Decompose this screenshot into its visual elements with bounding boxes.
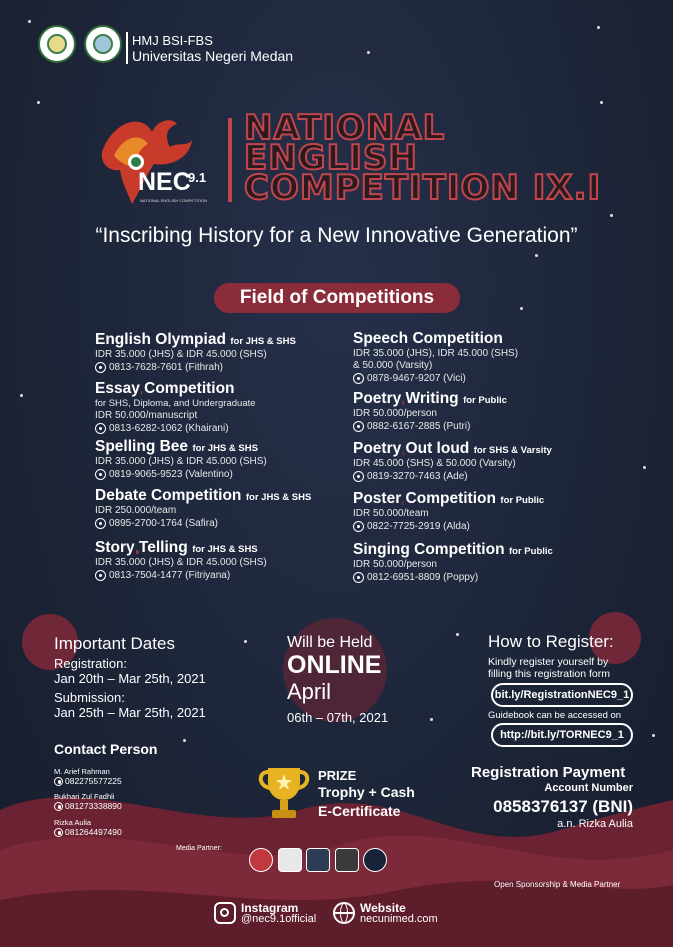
whatsapp-icon <box>95 469 106 480</box>
university-name: Universitas Negeri Medan <box>132 48 294 64</box>
register-heading: How to Register: <box>488 632 614 651</box>
competition-audience: for Public <box>509 546 553 557</box>
competition-name: Story Telling <box>95 539 188 556</box>
field-heading: Field of Competitions <box>214 283 460 313</box>
prize-certificate: E-Certificate <box>318 803 401 819</box>
star <box>37 101 40 104</box>
whatsapp-icon <box>54 802 63 811</box>
whatsapp-icon <box>353 471 364 482</box>
competition-fee: IDR 50.000/manuscript <box>95 410 198 421</box>
contact-name: Bukhari Zul Fadhli <box>54 792 115 801</box>
instagram-label: Instagram <box>241 901 299 915</box>
competition-fee-extra: & 50.000 (Varsity) <box>353 360 433 371</box>
competition-fee: IDR 50.000/team <box>353 508 429 519</box>
competition-audience: for Public <box>463 395 507 406</box>
contact-phone: 082275577225 <box>54 776 122 786</box>
whatsapp-icon <box>353 572 364 583</box>
star <box>520 307 523 310</box>
star <box>367 51 370 54</box>
contact-heading: Contact Person <box>54 741 158 757</box>
instagram-icon <box>214 902 236 924</box>
hmj-logo <box>84 25 122 63</box>
prize-heading: PRIZE <box>318 768 357 783</box>
competition-fee: IDR 35.000 (JHS) & IDR 45.000 (SHS) <box>95 557 267 568</box>
contact-name: Rizka Aulia <box>54 818 92 827</box>
account-holder: a.n. Rizka Aulia <box>557 818 633 830</box>
competition-audience: for Public <box>500 495 545 506</box>
media-partner-logo <box>278 848 302 872</box>
competition-contact: 0812-6951-8809 (Poppy) <box>353 571 615 584</box>
contact-name: M. Arief Rahman <box>54 767 110 776</box>
competition-name: English Olympiad <box>95 331 226 348</box>
registration-link[interactable]: bit.ly/RegistrationNEC9_1 <box>491 683 633 707</box>
competition-contact: 0822-7725-2919 (Alda) <box>353 520 615 533</box>
competition-name: Speech Competition <box>353 330 503 347</box>
competition-debate <box>95 487 357 530</box>
submission-label: Submission: <box>54 690 125 705</box>
media-partner-logo <box>335 848 359 872</box>
competition-name: Poetry Writing <box>353 390 459 407</box>
media-partner-label: Media Partner: <box>176 845 222 852</box>
whatsapp-icon <box>54 777 63 786</box>
held-month: April <box>287 679 332 704</box>
competition-story-telling <box>95 539 357 582</box>
competition-essay <box>95 380 357 435</box>
tagline: “Inscribing History for a New Innovative Generation” <box>95 224 578 247</box>
website-label: Website <box>360 901 406 915</box>
instagram-handle[interactable]: @nec9.1official <box>241 913 317 925</box>
submission-dates: Jan 25th – Mar 25th, 2021 <box>54 705 206 720</box>
whatsapp-icon <box>95 423 106 434</box>
whatsapp-icon <box>54 828 63 837</box>
competition-contact: 0819-3270-7463 (Ade) <box>353 470 615 483</box>
held-label: Will be Held <box>287 634 373 651</box>
whatsapp-icon <box>353 521 364 532</box>
title-divider <box>228 118 232 202</box>
website-url[interactable]: necunimed.com <box>360 913 438 925</box>
competition-fee: IDR 50.000/person <box>353 408 437 419</box>
competition-name: Debate Competition <box>95 487 242 504</box>
competition-audience: for JHS & SHS <box>245 492 312 503</box>
competition-audience: for JHS & SHS <box>192 443 258 454</box>
whatsapp-icon <box>95 570 106 581</box>
held-mode: ONLINE <box>287 651 382 679</box>
competition-contact: 0813-7628-7601 (Fithrah) <box>95 361 357 374</box>
guidebook-text: Guidebook can be accessed on <box>488 710 622 721</box>
dates-heading: Important Dates <box>54 634 175 653</box>
header-divider <box>126 32 128 64</box>
held-dates: 06th – 07th, 2021 <box>287 710 389 725</box>
competition-poetry-writing <box>353 390 615 433</box>
star <box>610 214 613 217</box>
competition-contact: 0813-7504-1477 (Fitriyana) <box>95 569 357 582</box>
star <box>20 394 23 397</box>
competition-fee: IDR 50.000/person <box>353 559 437 570</box>
competition-poetry-out-loud <box>353 440 615 483</box>
media-partner-logo <box>249 848 273 872</box>
title-line-1: NATIONAL <box>244 108 446 148</box>
payment-heading: Registration Payment <box>471 764 626 781</box>
competition-audience: for SHS, Diploma, and Undergraduate <box>95 398 256 409</box>
nec-version: 9.1 <box>188 170 207 185</box>
competition-spelling-bee <box>95 438 357 481</box>
media-partner-logo <box>363 848 387 872</box>
star <box>600 101 603 104</box>
competition-fee: IDR 45.000 (SHS) & 50.000 (Varsity) <box>353 458 516 469</box>
competition-audience: for JHS & SHS <box>230 336 296 347</box>
registration-dates: Jan 20th – Mar 25th, 2021 <box>54 671 206 686</box>
trophy-icon <box>256 764 312 822</box>
sponsor-text: Open Sponsorship & Media Partner <box>494 880 621 889</box>
competition-poster <box>353 490 615 533</box>
competition-name: Poetry Out loud <box>353 440 470 457</box>
competition-contact: 0813-6282-1062 (Khairani) <box>95 422 357 435</box>
competition-contact: 0819-9065-9523 (Valentino) <box>95 468 357 481</box>
competition-speech <box>353 330 615 385</box>
competition-name: Poster Competition <box>353 490 496 507</box>
account-number: 0858376137 (BNI) <box>493 797 633 816</box>
register-text-2: filling this registration form <box>488 668 610 680</box>
competition-fee: IDR 250.000/team <box>95 505 177 516</box>
competition-contact: 0882-6167-2885 (Putri) <box>353 420 615 433</box>
competition-name: Spelling Bee <box>95 438 189 455</box>
account-label: Account Number <box>544 782 633 794</box>
title-line-3: COMPETITION IX.I <box>244 168 602 208</box>
competition-english-olympiad <box>95 331 357 374</box>
competition-singing <box>353 541 615 584</box>
competition-name: Singing Competition <box>353 541 505 558</box>
competition-name: Essay Competition <box>95 380 235 397</box>
whatsapp-icon <box>353 421 364 432</box>
competition-audience: for JHS & SHS <box>192 544 258 555</box>
globe-icon <box>333 902 355 924</box>
whatsapp-icon <box>95 362 106 373</box>
competition-fee: IDR 35.000 (JHS) & IDR 45.000 (SHS) <box>95 456 267 467</box>
star <box>643 466 646 469</box>
competition-contact: 0895-2700-1764 (Safira) <box>95 517 357 530</box>
register-text-1: Kindly register yourself by <box>488 656 609 668</box>
contact-phone: 081264497490 <box>54 827 122 837</box>
star <box>28 20 31 23</box>
org-name: HMJ BSI-FBS <box>132 33 213 48</box>
prize-reward: Trophy + Cash <box>318 784 415 800</box>
nec-mark: NEC <box>138 168 191 196</box>
contact-phone: 081273338890 <box>54 801 122 811</box>
media-partner-logo <box>306 848 330 872</box>
star <box>597 26 600 29</box>
guidebook-link[interactable]: http://bit.ly/TORNEC9_1 <box>491 723 633 747</box>
registration-label: Registration: <box>54 656 127 671</box>
whatsapp-icon <box>95 518 106 529</box>
whatsapp-icon <box>353 373 364 384</box>
title-line-2: ENGLISH <box>244 138 418 178</box>
unimed-logo <box>38 25 76 63</box>
competition-contact: 0878-9467-9207 (Vici) <box>353 372 615 385</box>
competition-audience: for SHS & Varsity <box>473 445 552 456</box>
competition-fee: IDR 35.000 (JHS), IDR 45.000 (SHS) <box>353 348 519 359</box>
competition-fee: IDR 35.000 (JHS) & IDR 45.000 (SHS) <box>95 349 267 360</box>
nec-subtitle: NATIONAL ENGLISH COMPETITION <box>140 198 208 203</box>
star <box>535 254 538 257</box>
